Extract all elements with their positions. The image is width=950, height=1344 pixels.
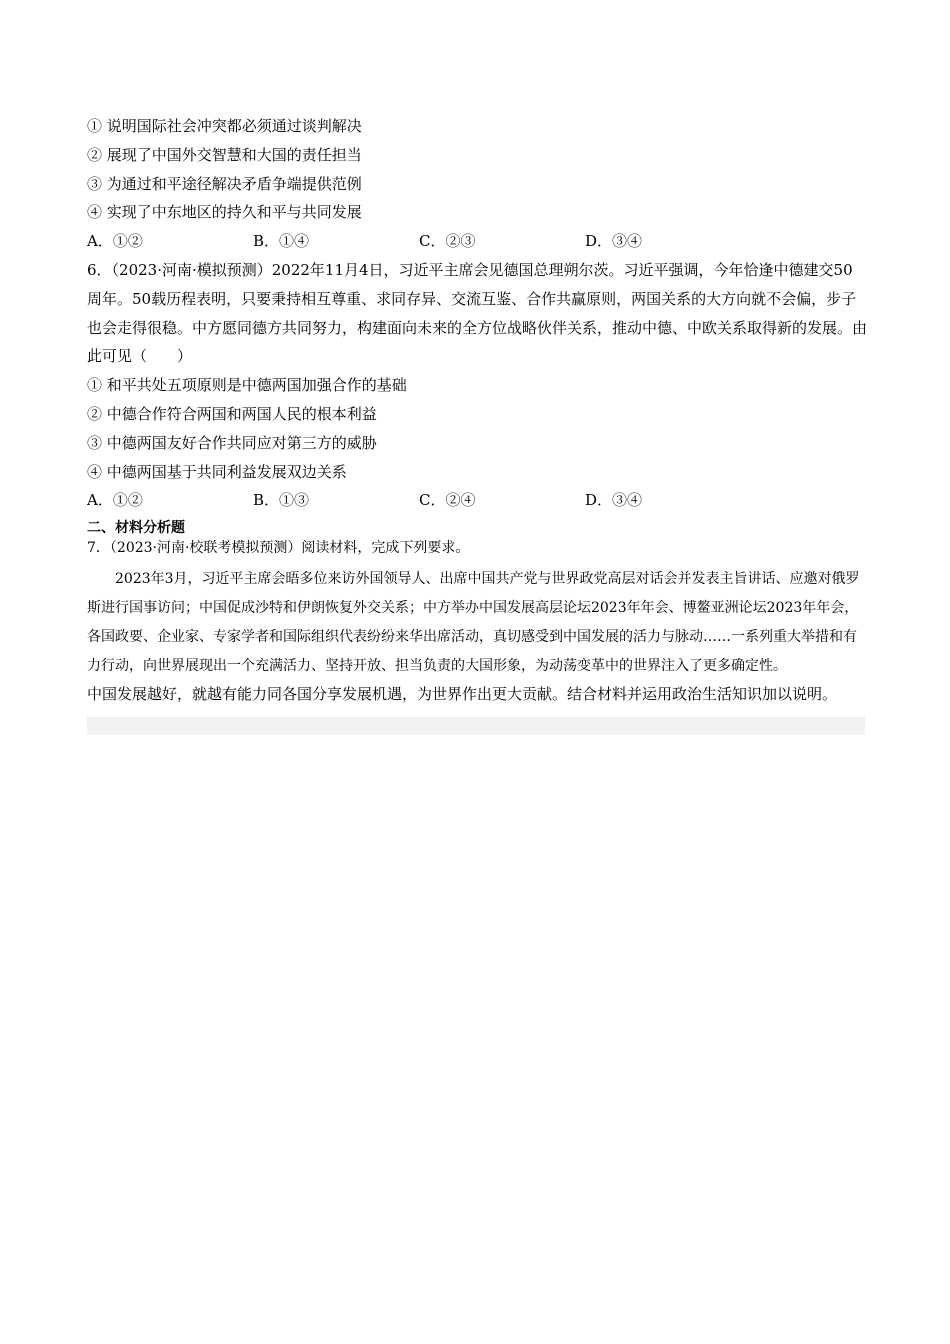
q6-statement-3: ③ 中德两国友好合作共同应对第三方的威胁	[87, 433, 377, 452]
q5-option-b: B．①④	[253, 232, 310, 251]
section-title: 二、材料分析题	[87, 520, 185, 537]
q6-statement-1: ① 和平共处五项原则是中德两国加强合作的基础	[87, 376, 407, 395]
q5-statement-3: ③ 为通过和平途径解决矛盾争端提供范例	[87, 174, 362, 193]
q6-option-b: B．①③	[253, 491, 310, 510]
q6-statement-4: ④ 中德两国基于共同利益发展双边关系	[87, 462, 347, 481]
q6-statement-2: ② 中德合作符合两国和两国人民的根本利益	[87, 404, 377, 423]
q7-material: 2023年3月，习近平主席会晤多位来访外国领导人、出席中国共产党与世界政党高层对话会并发表主旨讲话、应邀对俄罗斯进行国事访问；中国促成沙特和伊朗恢复外交关系；中方举办中国发展高层论坛2023年年会、博鳌亚洲论坛2023年年会，各国政要、企业家、专家学者和国际组织代表纷纷来华出席活动，真切感受到中国发展的活力与脉动……一系列重大举措和有力行动，向世界展现出一个充满活力、坚持开放、担当负责的大国形象，为动荡变革中的世界注入了更多确定性。	[87, 571, 860, 674]
q5-statement-1: ① 说明国际社会冲突都必须通过谈判解决	[87, 117, 362, 135]
q5-option-a: A．①②	[87, 232, 143, 251]
question-6-statements	[87, 371, 867, 486]
q6-option-c: C．②④	[419, 491, 476, 510]
q6-stem: 6．（2023·河南·模拟预测）2022年11月4日，习近平主席会见德国总理朔尔茨。习近平强调，今年恰逢中德建交50周年。50载历程表明，只要秉持相互尊重、求同存异、交流互鉴、合作共赢原则，两国关系的大方向就不会偏，步子也会走得很稳。中方愿同德方共同努力，构建面向未来的全方位战略伙伴关系，推动中德、中欧关系取得新的发展。由此可见（ ）	[87, 260, 868, 366]
q5-option-c: C．②③	[419, 232, 476, 251]
q6-option-d: D．③④	[585, 491, 643, 510]
question-5-statements	[87, 112, 867, 227]
q7-question: 中国发展越好，就越有能力同各国分享发展机遇，为世界作出更大贡献。结合材料并运用政治生活知识加以说明。	[87, 685, 838, 704]
q5-statement-4: ④ 实现了中东地区的持久和平与共同发展	[87, 203, 362, 222]
document-page	[87, 112, 867, 735]
q6-option-a: A．①②	[87, 491, 143, 510]
q6-options	[87, 486, 867, 515]
q5-statement-2: ② 展现了中国外交智慧和大国的责任担当	[87, 145, 362, 164]
q5-options	[87, 227, 867, 256]
q7-stem: 7．（2023·河南·校联考模拟预测）阅读材料，完成下列要求。	[87, 540, 470, 557]
q5-option-d: D．③④	[585, 232, 643, 251]
answer-area[interactable]	[87, 717, 865, 735]
